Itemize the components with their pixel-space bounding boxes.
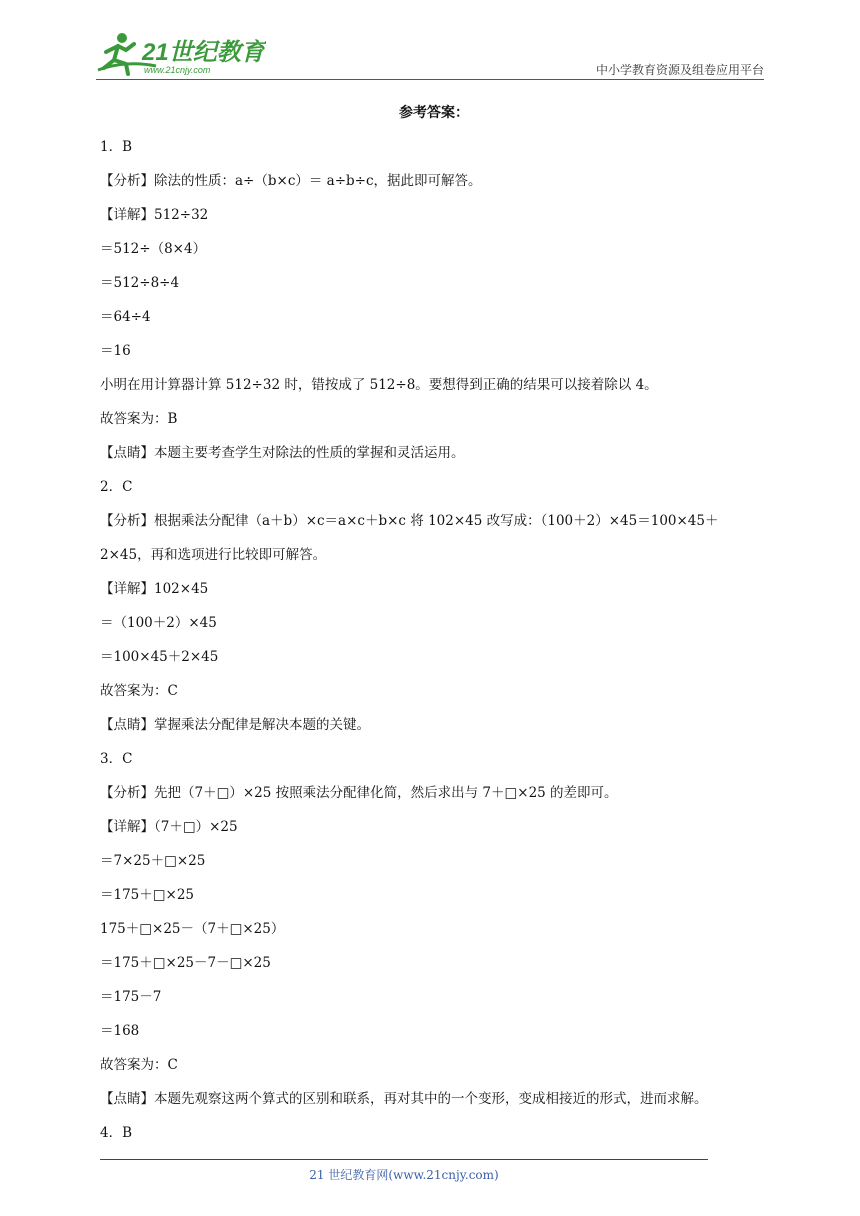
answer-line: 故答案为：C bbox=[100, 1057, 178, 1073]
logo-url: www.21cnjy.com bbox=[144, 65, 211, 75]
answer-line: 【点睛】本题主要考查学生对除法的性质的掌握和灵活运用。 bbox=[100, 445, 465, 461]
answer-line: 【分析】根据乘法分配律（a＋b）×c＝a×c＋b×c 将 102×45 改写成：（100＋2）×45＝100×45＋2×45，再和选项进行比较即可解答。 bbox=[100, 513, 719, 563]
answer-line: ＝168 bbox=[100, 1023, 140, 1039]
platform-name: 中小学教育资源及组卷应用平台 bbox=[595, 63, 764, 77]
answer-line: ＝（100＋2）×45 bbox=[100, 615, 217, 631]
answer-line: 小明在用计算器计算 512÷32 时，错按成了 512÷8。要想得到正确的结果可以接着除以 4。 bbox=[100, 377, 658, 393]
answer-line: 【分析】先把（7＋□）×25 按照乘法分配律化简，然后求出与 7＋□×25 的差即可。 bbox=[100, 785, 618, 801]
answer-line: 故答案为：C bbox=[100, 683, 178, 699]
answer-line: ＝512÷8÷4 bbox=[100, 275, 180, 291]
answer-line: ＝64÷4 bbox=[100, 309, 151, 325]
answer-line: 4．B bbox=[100, 1125, 133, 1141]
answer-line: 【详解】512÷32 bbox=[100, 207, 209, 223]
answer-line: 175＋□×25－（7＋□×25） bbox=[100, 921, 285, 937]
answer-line: ＝175－7 bbox=[100, 989, 162, 1005]
answer-line: 【点睛】本题先观察这两个算式的区别和联系，再对其中的一个变形，变成相接近的形式，进而求解。 bbox=[100, 1091, 708, 1107]
answer-line: ＝100×45＋2×45 bbox=[100, 649, 219, 665]
footer-link[interactable]: 21 世纪教育网(www.21cnjy.com) bbox=[309, 1168, 499, 1182]
page-title: 参考答案： bbox=[399, 105, 469, 121]
header-divider bbox=[96, 79, 764, 80]
answer-line: 3．C bbox=[100, 751, 133, 767]
answer-line: ＝16 bbox=[100, 343, 131, 359]
footer-divider bbox=[100, 1159, 708, 1160]
answer-line: 【点睛】掌握乘法分配律是解决本题的关键。 bbox=[100, 717, 370, 733]
answer-content bbox=[100, 96, 768, 1150]
page-header bbox=[96, 30, 764, 80]
answer-line: 2．C bbox=[100, 479, 133, 495]
answer-line: ＝175＋□×25 bbox=[100, 887, 195, 903]
answer-line: ＝7×25＋□×25 bbox=[100, 853, 206, 869]
answer-line: 故答案为：B bbox=[100, 411, 178, 427]
answer-line: ＝512÷（8×4） bbox=[100, 241, 207, 257]
answer-line: ＝175＋□×25－7－□×25 bbox=[100, 955, 271, 971]
site-logo bbox=[96, 30, 266, 76]
answer-line: 【详解】（7＋□）×25 bbox=[100, 819, 238, 835]
answer-line: 【分析】除法的性质：a÷（b×c）＝ a÷b÷c，据此即可解答。 bbox=[100, 173, 482, 189]
logo-text: 21世纪教育 bbox=[142, 39, 265, 66]
answer-line: 1．B bbox=[100, 139, 133, 155]
answer-line: 【详解】102×45 bbox=[100, 581, 209, 597]
